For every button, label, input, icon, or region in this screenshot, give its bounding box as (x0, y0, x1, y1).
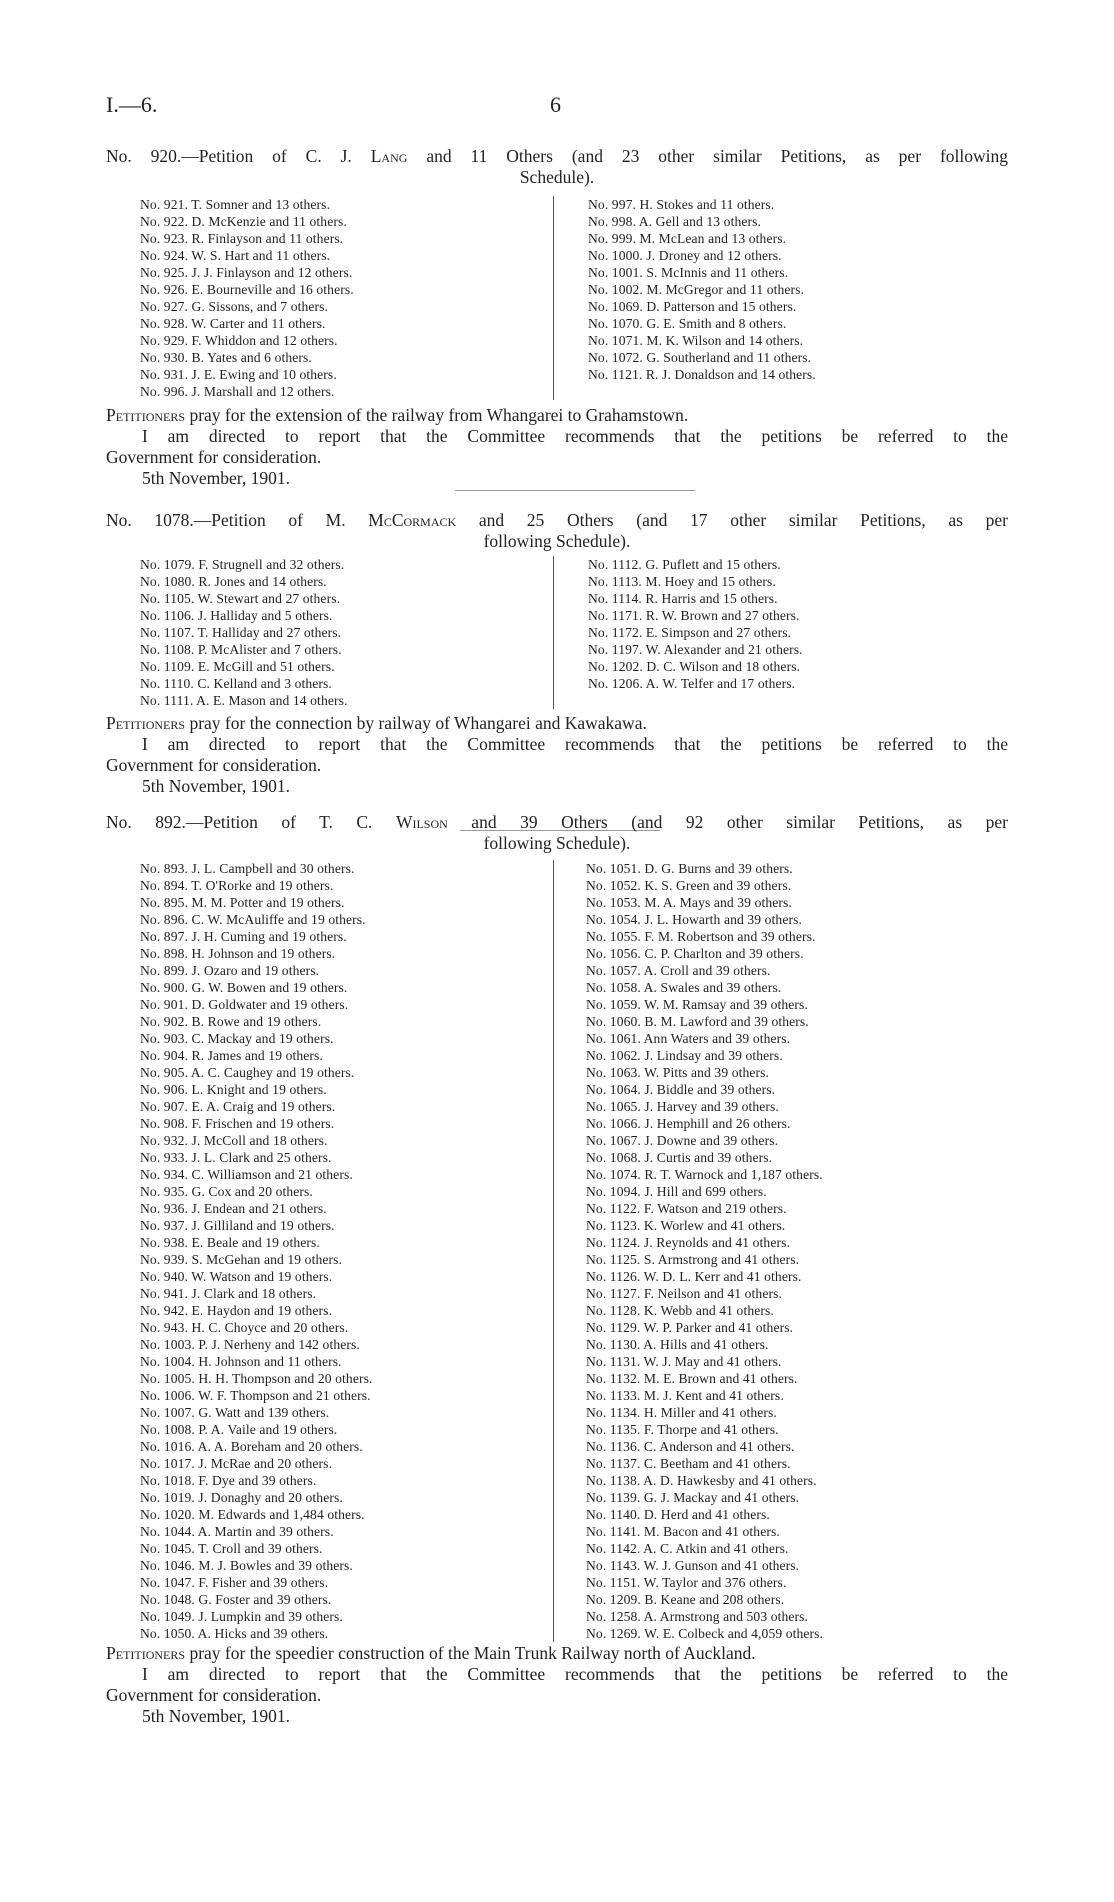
section-divider (455, 490, 695, 491)
schedule-entry: No. 1143. W. J. Gunson and 41 others. (586, 1558, 800, 1573)
schedule-entry: No. 1057. A. Croll and 39 others. (586, 963, 771, 978)
schedule-entry: No. 1131. W. J. May and 41 others. (586, 1354, 782, 1369)
schedule-entry: No. 1197. W. Alexander and 21 others. (588, 642, 803, 657)
schedule-entry: No. 1128. K. Webb and 41 others. (586, 1303, 774, 1318)
schedule-entry: No. 933. J. L. Clark and 25 others. (140, 1150, 332, 1165)
schedule-entry: No. 1124. J. Reynolds and 41 others. (586, 1235, 790, 1250)
schedule-entry: No. 905. A. C. Caughey and 19 others. (140, 1065, 355, 1080)
schedule-entry: No. 1202. D. C. Wilson and 18 others. (588, 659, 801, 674)
resolution-paragraph (106, 405, 1008, 489)
schedule-entry: No. 900. G. W. Bowen and 19 others. (140, 980, 348, 995)
title-suffix: and 39 Others (and 92 other similar Petitions, as per (447, 812, 1008, 832)
petition-title-line-2: Schedule). (519, 167, 595, 187)
schedule-entry: No. 1105. W. Stewart and 27 others. (140, 591, 341, 606)
schedule-entry: No. 926. E. Bourneville and 16 others. (140, 282, 354, 297)
schedule-entry: No. 1002. M. McGregor and 11 others. (588, 282, 805, 297)
schedule-entry: No. 1066. J. Hemphill and 26 others. (586, 1116, 791, 1131)
schedule-entry: No. 1269. W. E. Colbeck and 4,059 others. (586, 1626, 824, 1641)
document-reference: I.—6. (106, 92, 158, 117)
schedule-entry: No. 1132. M. E. Brown and 41 others. (586, 1371, 798, 1386)
schedule-entry: No. 934. C. Williamson and 21 others. (140, 1167, 353, 1182)
schedule-entry: No. 1065. J. Harvey and 39 others. (586, 1099, 779, 1114)
schedule-entry: No. 1142. A. C. Atkin and 41 others. (586, 1541, 789, 1556)
schedule-entry: No. 930. B. Yates and 6 others. (140, 350, 312, 365)
schedule-column-left (140, 196, 354, 400)
schedule-entry: No. 1071. M. K. Wilson and 14 others. (588, 333, 804, 348)
prayer-text: pray for the speedier construction of the Main Trunk Railway north of Auckland. (185, 1643, 756, 1663)
report-line: I am directed to report that the Committee recommends that the petitions be referred to the (142, 426, 1008, 446)
report-date: 5th November, 1901. (142, 1706, 291, 1726)
schedule-entry: No. 1136. C. Anderson and 41 others. (586, 1439, 795, 1454)
schedule-entry: No. 1106. J. Halliday and 5 others. (140, 608, 333, 623)
schedule-entry: No. 1129. W. P. Parker and 41 others. (586, 1320, 794, 1335)
schedule-entry: No. 1056. C. P. Charlton and 39 others. (586, 946, 804, 961)
schedule-entry: No. 1000. J. Droney and 12 others. (588, 248, 782, 263)
schedule-entry: No. 1113. M. Hoey and 15 others. (588, 574, 776, 589)
schedule-entry: No. 1123. K. Worlew and 41 others. (586, 1218, 786, 1233)
schedule-entry: No. 904. R. James and 19 others. (140, 1048, 323, 1063)
title-prefix: No. 920.—Petition of C. J. (106, 146, 371, 166)
title-suffix: and 25 Others (and 17 other similar Petitions, as per (456, 510, 1008, 530)
schedule-entry: No. 929. F. Whiddon and 12 others. (140, 333, 338, 348)
schedule-entry: No. 999. M. McLean and 13 others. (588, 231, 787, 246)
schedule-entry: No. 1005. H. H. Thompson and 20 others. (140, 1371, 373, 1386)
schedule-entry: No. 996. J. Marshall and 12 others. (140, 384, 335, 399)
schedule-entry: No. 1004. H. Johnson and 11 others. (140, 1354, 342, 1369)
schedule-entry: No. 1074. R. T. Warnock and 1,187 others. (586, 1167, 823, 1182)
schedule-column-right (588, 556, 803, 692)
schedule-entry: No. 1130. A. Hills and 41 others. (586, 1337, 769, 1352)
schedule-entry: No. 1114. R. Harris and 15 others. (588, 591, 778, 606)
petitioners-word: Petitioners (106, 1643, 186, 1663)
schedule-entry: No. 1108. P. McAlister and 7 others. (140, 642, 342, 657)
schedule-entry: No. 1122. F. Watson and 219 others. (586, 1201, 787, 1216)
schedule-entry: No. 1069. D. Patterson and 15 others. (588, 299, 797, 314)
title-suffix: and 11 Others (and 23 other similar Petitions, as per following (407, 146, 1008, 166)
schedule-entry: No. 921. T. Somner and 13 others. (140, 197, 331, 212)
schedule-entry: No. 1171. R. W. Brown and 27 others. (588, 608, 800, 623)
schedule-entry: No. 1050. A. Hicks and 39 others. (140, 1626, 329, 1641)
schedule-entry: No. 1206. A. W. Telfer and 17 others. (588, 676, 796, 691)
petitioner-name: Lang (370, 146, 408, 166)
schedule-entry: No. 1045. T. Croll and 39 others. (140, 1541, 323, 1556)
schedule-entry: No. 997. H. Stokes and 11 others. (588, 197, 775, 212)
schedule-entry: No. 1051. D. G. Burns and 39 others. (586, 861, 793, 876)
schedule-entry: No. 1121. R. J. Donaldson and 14 others. (588, 367, 816, 382)
schedule-entry: No. 908. F. Frischen and 19 others. (140, 1116, 335, 1131)
title-prefix: No. 1078.—Petition of M. (106, 510, 369, 530)
schedule-entry: No. 932. J. McColl and 18 others. (140, 1133, 328, 1148)
petition-title (106, 146, 1008, 188)
schedule-entry: No. 937. J. Gilliland and 19 others. (140, 1218, 335, 1233)
schedule-entry: No. 906. L. Knight and 19 others. (140, 1082, 327, 1097)
schedule-entry: No. 941. J. Clark and 18 others. (140, 1286, 317, 1301)
schedule-entry: No. 1107. T. Halliday and 27 others. (140, 625, 342, 640)
petitioner-name: Wilson (395, 812, 448, 832)
schedule-entry: No. 1110. C. Kelland and 3 others. (140, 676, 332, 691)
schedule-entry: No. 1111. A. E. Mason and 14 others. (140, 693, 348, 708)
column-separator (553, 556, 554, 709)
schedule-entry: No. 1019. J. Donaghy and 20 others. (140, 1490, 343, 1505)
schedule-entry: No. 1140. D. Herd and 41 others. (586, 1507, 770, 1522)
prayer-line (106, 713, 1008, 734)
column-separator (553, 196, 554, 400)
petitioner-name: McCormack (368, 510, 457, 530)
schedule-entry: No. 1127. F. Neilson and 41 others. (586, 1286, 782, 1301)
schedule-entry: No. 927. G. Sissons, and 7 others. (140, 299, 329, 314)
report-line-2: Government for consideration. (106, 1685, 322, 1705)
schedule-entry: No. 1017. J. McRae and 20 others. (140, 1456, 333, 1471)
schedule-entry: No. 940. W. Watson and 19 others. (140, 1269, 333, 1284)
prayer-line (106, 405, 1008, 426)
schedule-entry: No. 1058. A. Swales and 39 others. (586, 980, 782, 995)
report-line: I am directed to report that the Committee recommends that the petitions be referred to the (142, 734, 1008, 754)
schedule-entry: No. 1003. P. J. Nerheny and 142 others. (140, 1337, 360, 1352)
schedule-entry: No. 899. J. Ozaro and 19 others. (140, 963, 320, 978)
schedule-entry: No. 925. J. J. Finlayson and 12 others. (140, 265, 353, 280)
schedule-column-left (140, 556, 348, 709)
schedule-entry: No. 924. W. S. Hart and 11 others. (140, 248, 331, 263)
schedule-column-right (586, 860, 823, 1642)
schedule-entry: No. 1060. B. M. Lawford and 39 others. (586, 1014, 809, 1029)
schedule-entry: No. 1008. P. A. Vaile and 19 others. (140, 1422, 338, 1437)
schedule-entry: No. 1094. J. Hill and 699 others. (586, 1184, 767, 1199)
schedule-entry: No. 1133. M. J. Kent and 41 others. (586, 1388, 784, 1403)
schedule-entry: No. 1141. M. Bacon and 41 others. (586, 1524, 780, 1539)
schedule-entry: No. 1007. G. Watt and 139 others. (140, 1405, 330, 1420)
schedule-entry: No. 1139. G. J. Mackay and 41 others. (586, 1490, 800, 1505)
schedule-entry: No. 1070. G. E. Smith and 8 others. (588, 316, 787, 331)
schedule-entry: No. 1052. K. S. Green and 39 others. (586, 878, 792, 893)
petition-title-line-2: following Schedule). (483, 531, 631, 551)
schedule-entry: No. 1151. W. Taylor and 376 others. (586, 1575, 787, 1590)
schedule-entry: No. 896. C. W. McAuliffe and 19 others. (140, 912, 366, 927)
schedule-entry: No. 901. D. Goldwater and 19 others. (140, 997, 349, 1012)
schedule-entry: No. 893. J. L. Campbell and 30 others. (140, 861, 355, 876)
schedule-entry: No. 931. J. E. Ewing and 10 others. (140, 367, 337, 382)
schedule-entry: No. 928. W. Carter and 11 others. (140, 316, 326, 331)
schedule-entry: No. 897. J. H. Cuming and 19 others. (140, 929, 347, 944)
schedule-entry: No. 939. S. McGehan and 19 others. (140, 1252, 342, 1267)
petitioners-word: Petitioners (106, 405, 186, 425)
schedule-entry: No. 1072. G. Southerland and 11 others. (588, 350, 812, 365)
schedule-entry: No. 1109. E. McGill and 51 others. (140, 659, 335, 674)
schedule-entry: No. 1067. J. Downe and 39 others. (586, 1133, 779, 1148)
schedule-entry: No. 1209. B. Keane and 208 others. (586, 1592, 785, 1607)
report-date: 5th November, 1901. (142, 468, 291, 488)
petition-title-line (106, 510, 1008, 531)
resolution-paragraph (106, 1643, 1008, 1727)
schedule-entry: No. 903. C. Mackay and 19 others. (140, 1031, 334, 1046)
petition-title-line (106, 812, 1008, 833)
schedule-entry: No. 1079. F. Strugnell and 32 others. (140, 557, 345, 572)
schedule-entry: No. 902. B. Rowe and 19 others. (140, 1014, 322, 1029)
schedule-entry: No. 1048. G. Foster and 39 others. (140, 1592, 332, 1607)
schedule-entry: No. 943. H. C. Choyce and 20 others. (140, 1320, 349, 1335)
prayer-text: pray for the extension of the railway from Whangarei to Grahamstown. (185, 405, 689, 425)
petition-title-line (106, 146, 1008, 167)
schedule-entry: No. 1054. J. L. Howarth and 39 others. (586, 912, 802, 927)
prayer-text: pray for the connection by railway of Whangarei and Kawakawa. (185, 713, 647, 733)
page-number: 6 (550, 92, 561, 117)
schedule-entry: No. 898. H. Johnson and 19 others. (140, 946, 336, 961)
schedule-entry: No. 1172. E. Simpson and 27 others. (588, 625, 792, 640)
schedule-entry: No. 936. J. Endean and 21 others. (140, 1201, 327, 1216)
schedule-entry: No. 923. R. Finlayson and 11 others. (140, 231, 344, 246)
schedule-entry: No. 1059. W. M. Ramsay and 39 others. (586, 997, 808, 1012)
schedule-entry: No. 1135. F. Thorpe and 41 others. (586, 1422, 779, 1437)
schedule-entry: No. 938. E. Beale and 19 others. (140, 1235, 320, 1250)
schedule-column-right (588, 196, 816, 383)
column-separator (553, 860, 554, 1642)
schedule-entry: No. 1064. J. Biddle and 39 others. (586, 1082, 776, 1097)
schedule-entry: No. 1080. R. Jones and 14 others. (140, 574, 327, 589)
title-prefix: No. 892.—Petition of T. C. (106, 812, 396, 832)
schedule-entry: No. 907. E. A. Craig and 19 others. (140, 1099, 336, 1114)
schedule-entry: No. 1046. M. J. Bowles and 39 others. (140, 1558, 353, 1573)
schedule-entry: No. 1055. F. M. Robertson and 39 others. (586, 929, 816, 944)
schedule-column-left (140, 860, 372, 1642)
schedule-entry: No. 1138. A. D. Hawkesby and 41 others. (586, 1473, 817, 1488)
schedule-entry: No. 1126. W. D. L. Kerr and 41 others. (586, 1269, 802, 1284)
schedule-entry: No. 1001. S. McInnis and 11 others. (588, 265, 789, 280)
report-line: I am directed to report that the Committee recommends that the petitions be referred to the (142, 1664, 1008, 1684)
schedule-entry: No. 1063. W. Pitts and 39 others. (586, 1065, 770, 1080)
schedule-entry: No. 894. T. O'Rorke and 19 others. (140, 878, 334, 893)
petitioners-word: Petitioners (106, 713, 186, 733)
report-date: 5th November, 1901. (142, 776, 291, 796)
schedule-entry: No. 1049. J. Lumpkin and 39 others. (140, 1609, 343, 1624)
schedule-entry: No. 942. E. Haydon and 19 others. (140, 1303, 333, 1318)
report-line-2: Government for consideration. (106, 447, 322, 467)
schedule-entry: No. 1137. C. Beetham and 41 others. (586, 1456, 791, 1471)
schedule-entry: No. 998. A. Gell and 13 others. (588, 214, 762, 229)
schedule-entry: No. 1134. H. Miller and 41 others. (586, 1405, 777, 1420)
schedule-entry: No. 895. M. M. Potter and 19 others. (140, 895, 345, 910)
schedule-entry: No. 1044. A. Martin and 39 others. (140, 1524, 334, 1539)
schedule-entry: No. 1006. W. F. Thompson and 21 others. (140, 1388, 371, 1403)
schedule-entry: No. 1068. J. Curtis and 39 others. (586, 1150, 773, 1165)
schedule-entry: No. 1053. M. A. Mays and 39 others. (586, 895, 792, 910)
schedule-entry: No. 922. D. McKenzie and 11 others. (140, 214, 347, 229)
report-line-2: Government for consideration. (106, 755, 322, 775)
schedule-entry: No. 1020. M. Edwards and 1,484 others. (140, 1507, 365, 1522)
petition-title-line-2: following Schedule). (483, 833, 631, 853)
schedule-entry: No. 1018. F. Dye and 39 others. (140, 1473, 317, 1488)
petition-title (106, 812, 1008, 854)
schedule-entry: No. 1016. A. A. Boreham and 20 others. (140, 1439, 363, 1454)
schedule-entry: No. 1125. S. Armstrong and 41 others. (586, 1252, 800, 1267)
schedule-entry: No. 1062. J. Lindsay and 39 others. (586, 1048, 783, 1063)
schedule-entry: No. 935. G. Cox and 20 others. (140, 1184, 313, 1199)
resolution-paragraph (106, 713, 1008, 797)
schedule-entry: No. 1061. Ann Waters and 39 others. (586, 1031, 791, 1046)
schedule-entry: No. 1258. A. Armstrong and 503 others. (586, 1609, 809, 1624)
petition-title (106, 510, 1008, 552)
schedule-entry: No. 1112. G. Puflett and 15 others. (588, 557, 781, 572)
prayer-line (106, 1643, 1008, 1664)
schedule-entry: No. 1047. F. Fisher and 39 others. (140, 1575, 329, 1590)
